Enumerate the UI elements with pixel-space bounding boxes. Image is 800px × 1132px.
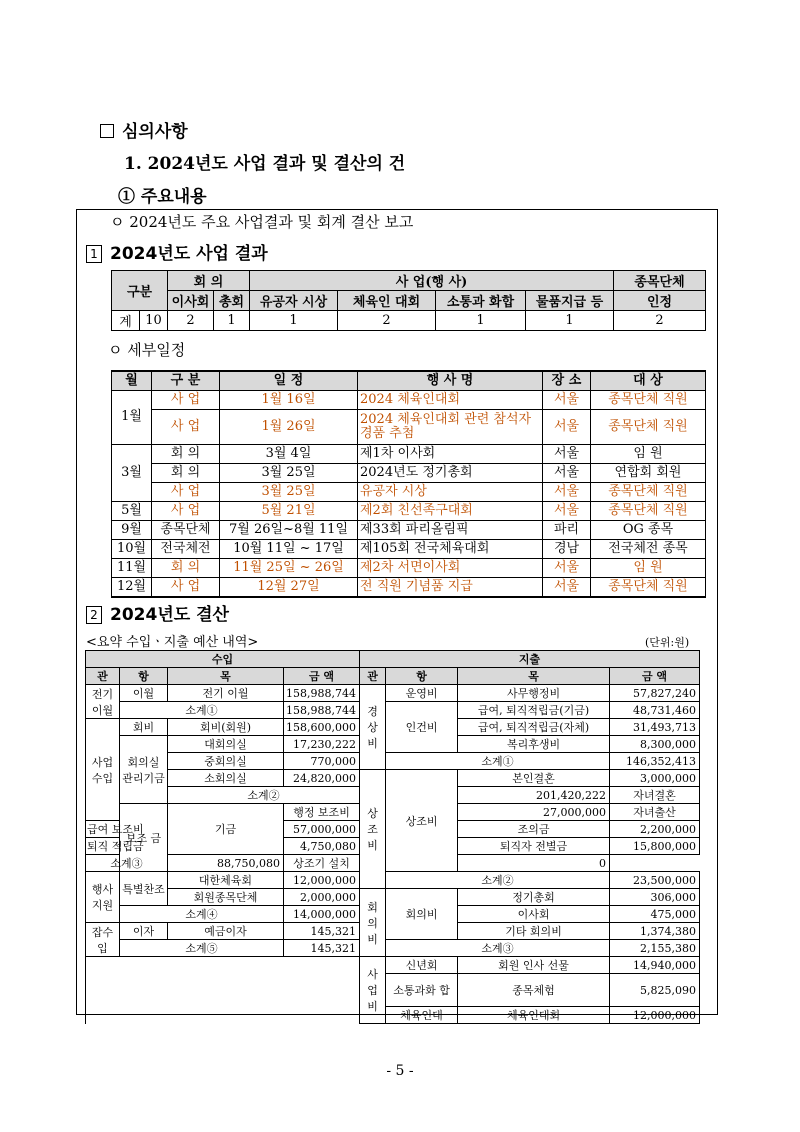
month-cell: 9월: [112, 521, 152, 540]
month-cell: 10월: [112, 540, 152, 559]
cell: 자녀출산: [610, 804, 700, 821]
target-cell: 종목단체 직원: [591, 410, 706, 445]
col-kwan: 관: [360, 668, 386, 685]
cell: 소회의실: [168, 770, 284, 787]
kind-cell: 사 업: [152, 410, 220, 445]
heading-text: 심의사항: [122, 122, 188, 142]
sub-header: 유공자 시상: [250, 291, 338, 311]
cell: 인건비: [386, 702, 458, 753]
subtotal-cell: 소계③: [386, 940, 610, 957]
subtotal-cell: 소계⑤: [120, 940, 284, 957]
cell: 보조 금: [120, 804, 168, 872]
cell: 퇴직자 전별금: [458, 838, 610, 855]
event-cell: 2024 체육인대회 관련 참석자 경품 추첨: [358, 410, 543, 445]
cell: 이월: [120, 685, 168, 702]
amount-cell: 14,000,000: [284, 906, 360, 923]
cell: 정기총회: [458, 889, 610, 906]
date-cell: 7월 26일~8월 11일: [220, 521, 358, 540]
month-cell: 12월: [112, 578, 152, 598]
kind-cell: 사 업: [152, 578, 220, 598]
cell: 기금: [168, 804, 284, 855]
col-mok: 목: [458, 668, 610, 685]
amount-cell: 17,230,222: [284, 736, 360, 753]
cell: 상조비: [386, 770, 458, 872]
place-cell: 서울: [543, 445, 591, 464]
date-cell: 11월 25일 ~ 26일: [220, 559, 358, 578]
date-cell: 5월 21일: [220, 502, 358, 521]
cell: 기타 회의비: [458, 923, 610, 940]
amount-cell: 2,155,380: [610, 940, 700, 957]
kind-cell: 종목단체: [152, 521, 220, 540]
place-cell: 서울: [543, 464, 591, 483]
cell: 10: [140, 311, 168, 331]
kind-cell: 전국체전: [152, 540, 220, 559]
amount-cell: 158,600,000: [284, 719, 360, 736]
amount-cell: 23,500,000: [610, 872, 700, 889]
cell: 전기 이월: [168, 685, 284, 702]
subtotal-cell: 소계②: [386, 872, 610, 889]
cell: 종목체험: [458, 974, 610, 1007]
checkbox-square-icon: [100, 124, 114, 138]
cell: 잡수 입: [86, 923, 120, 957]
cell: 예금이자: [168, 923, 284, 940]
event-cell: 유공자 시상: [358, 483, 543, 502]
section1-title: 2024년도 사업 결과: [110, 244, 268, 264]
amount-cell: 31,493,713: [610, 719, 700, 736]
amount-cell: 5,825,090: [610, 974, 700, 1007]
cell: 사무행정비: [458, 685, 610, 702]
date-cell: 1월 26일: [220, 410, 358, 445]
event-cell: 제33회 파리올림픽: [358, 521, 543, 540]
target-cell: 종목단체 직원: [591, 483, 706, 502]
amount-cell: 15,800,000: [610, 838, 700, 855]
event-cell: 제105회 전국체육대회: [358, 540, 543, 559]
cell: 상조기 설치: [284, 855, 360, 872]
cell: 계: [112, 311, 140, 331]
amount-cell: 158,988,744: [284, 702, 360, 719]
kind-cell: 회 의: [152, 559, 220, 578]
h-event: 행 사 명: [358, 371, 543, 391]
target-cell: 연합회 회원: [591, 464, 706, 483]
cell: 회의실 관리기금: [120, 736, 168, 804]
section-heading: [100, 117, 188, 142]
cell: 사 업 비: [360, 957, 386, 1024]
h-meeting: 회 의: [168, 271, 250, 291]
empty-cell: [86, 957, 360, 1024]
h-category: 구분: [112, 271, 168, 311]
amount-cell: 3,000,000: [610, 770, 700, 787]
budget-title: <요약 수입ㆍ지출 예산 내역>: [86, 635, 259, 650]
target-cell: 임 원: [591, 559, 706, 578]
amount-cell: 8,300,000: [610, 736, 700, 753]
place-cell: 서울: [543, 578, 591, 598]
amount-cell: 1,374,380: [610, 923, 700, 940]
h-business: 사 업(행 사): [250, 271, 614, 291]
target-cell: OG 종목: [591, 521, 706, 540]
kind-cell: 사 업: [152, 502, 220, 521]
kind-cell: 사 업: [152, 391, 220, 410]
date-cell: 10월 11일 ~ 17일: [220, 540, 358, 559]
cell: 회의비: [386, 889, 458, 940]
amount-cell: 201,420,222: [458, 787, 610, 804]
date-cell: 3월 4일: [220, 445, 358, 464]
section2-title: 2024년도 결산: [110, 605, 229, 625]
cell: 급여, 퇴직적립금(자체): [458, 719, 610, 736]
sub-header: 인정: [614, 291, 706, 311]
sub-header: 이사회: [168, 291, 214, 311]
cell: 중회의실: [168, 753, 284, 770]
cell: 본인결혼: [458, 770, 610, 787]
month-cell: 1월: [112, 391, 152, 445]
target-cell: 임 원: [591, 445, 706, 464]
sub-header: 소통과 화합: [436, 291, 526, 311]
date-cell: 1월 16일: [220, 391, 358, 410]
cell: 1: [436, 311, 526, 331]
sub-header: 총회: [214, 291, 250, 311]
cell: 2: [338, 311, 436, 331]
amount-cell: 770,000: [284, 753, 360, 770]
sub-header: 체육인 대회: [338, 291, 436, 311]
amount-cell: 12,000,000: [284, 872, 360, 889]
h-month: 월: [112, 371, 152, 391]
month-cell: 5월: [112, 502, 152, 521]
amount-cell: 24,820,000: [284, 770, 360, 787]
place-cell: 서울: [543, 410, 591, 445]
amount-cell: 158,988,744: [284, 685, 360, 702]
amount-cell: 145,321: [284, 940, 360, 957]
amount-cell: 146,352,413: [610, 753, 700, 770]
cell: 체육인대: [386, 1007, 458, 1024]
cell: 자녀결혼: [610, 787, 700, 804]
cell: 특별찬조: [120, 872, 168, 906]
amount-cell: 4,750,080: [284, 838, 360, 855]
cell: 체육인대회: [458, 1007, 610, 1024]
cell: 전기 이월: [86, 685, 120, 719]
amount-cell: 2,000,000: [284, 889, 360, 906]
summary-line: ㅇ 2024년도 주요 사업결과 및 회계 결산 보고: [110, 213, 414, 231]
subtotal-cell: 소계④: [120, 906, 284, 923]
col-amount: 금 액: [610, 668, 700, 685]
page-number: - 5 -: [386, 1063, 414, 1079]
place-cell: 경남: [543, 540, 591, 559]
cell: 2: [614, 311, 706, 331]
amount-cell: 12,000,000: [610, 1007, 700, 1024]
cell: 1: [526, 311, 614, 331]
cell: 회비(회원): [168, 719, 284, 736]
cell: 급여 보조비: [86, 821, 120, 838]
subtotal-cell: 소계③: [86, 855, 168, 872]
cell: 회원종목단체: [168, 889, 284, 906]
event-cell: 제2회 친선족구대회: [358, 502, 543, 521]
cell: 사업 수입: [86, 719, 120, 821]
cell: 회원 인사 선물: [458, 957, 610, 974]
amount-cell: 48,731,460: [610, 702, 700, 719]
section1-number: 1: [86, 245, 102, 263]
cell: 조의금: [458, 821, 610, 838]
h-kind: 구 분: [152, 371, 220, 391]
cell: 소통과화 합: [386, 974, 458, 1007]
place-cell: 서울: [543, 502, 591, 521]
amount-cell: 57,827,240: [610, 685, 700, 702]
month-cell: 11월: [112, 559, 152, 578]
agenda-item-title: 1. 2024년도 사업 결과 및 결산의 건: [124, 154, 406, 174]
event-cell: 2024년도 정기총회: [358, 464, 543, 483]
cell: 급여, 퇴직적립금(기금): [458, 702, 610, 719]
amount-cell: 88,750,080: [168, 855, 284, 872]
section1-heading: [86, 239, 268, 264]
cell: 대회의실: [168, 736, 284, 753]
date-cell: 3월 25일: [220, 483, 358, 502]
cell: 복리후생비: [458, 736, 610, 753]
place-cell: 서울: [543, 483, 591, 502]
event-cell: 제2차 서면이사회: [358, 559, 543, 578]
subtotal-cell: 소계①: [386, 753, 610, 770]
cell: 회 의 비: [360, 889, 386, 957]
h-date: 일 정: [220, 371, 358, 391]
cell: 이자: [120, 923, 168, 940]
target-cell: 종목단체 직원: [591, 502, 706, 521]
main-content-title: ① 주요내용: [118, 187, 207, 207]
col-hang: 항: [120, 668, 168, 685]
col-kwan: 관: [86, 668, 120, 685]
cell: 퇴직 적립금: [86, 838, 120, 855]
cell: 1: [250, 311, 338, 331]
section2-heading: [86, 600, 229, 625]
date-cell: 12월 27일: [220, 578, 358, 598]
col-hang: 항: [386, 668, 458, 685]
col-amount: 금 액: [284, 668, 360, 685]
col-mok: 목: [168, 668, 284, 685]
h-target: 대 상: [591, 371, 706, 391]
target-cell: 종목단체 직원: [591, 391, 706, 410]
income-header: 수입: [86, 651, 360, 668]
place-cell: 서울: [543, 391, 591, 410]
amount-cell: 306,000: [610, 889, 700, 906]
target-cell: 종목단체 직원: [591, 578, 706, 598]
target-cell: 전국체전 종목: [591, 540, 706, 559]
amount-cell: 27,000,000: [458, 804, 610, 821]
results-table: [111, 270, 706, 331]
cell: 2: [168, 311, 214, 331]
amount-cell: 0: [458, 855, 610, 872]
cell: 경 상 비: [360, 685, 386, 770]
cell: 회비: [120, 719, 168, 736]
event-cell: 2024 체육인대회: [358, 391, 543, 410]
month-cell: 3월: [112, 445, 152, 502]
amount-cell: 57,000,000: [284, 821, 360, 838]
place-cell: 서울: [543, 559, 591, 578]
kind-cell: 회 의: [152, 445, 220, 464]
cell: 행사 지원: [86, 872, 120, 923]
date-cell: 3월 25일: [220, 464, 358, 483]
cell: 운영비: [386, 685, 458, 702]
schedule-table: [111, 370, 706, 598]
place-cell: 파리: [543, 521, 591, 540]
kind-cell: 회 의: [152, 464, 220, 483]
cell: 상 조 비: [360, 770, 386, 889]
cell: 대한체육회: [168, 872, 284, 889]
cell: 1: [214, 311, 250, 331]
sub-header: 물품지급 등: [526, 291, 614, 311]
event-cell: 제1차 이사회: [358, 445, 543, 464]
budget-table: [85, 650, 700, 1024]
section2-number: 2: [86, 606, 102, 624]
unit-label: (단위:원): [645, 636, 690, 649]
subtotal-cell: 소계①: [120, 702, 284, 719]
cell: 이사회: [458, 906, 610, 923]
h-cert: 종목단체: [614, 271, 706, 291]
amount-cell: 14,940,000: [610, 957, 700, 974]
subtotal-cell: 소계②: [168, 787, 360, 804]
kind-cell: 사 업: [152, 483, 220, 502]
event-cell: 전 직원 기념품 지급: [358, 578, 543, 598]
amount-cell: 475,000: [610, 906, 700, 923]
amount-cell: 145,321: [284, 923, 360, 940]
detail-title: ㅇ 세부일정: [108, 341, 186, 359]
amount-cell: 2,200,000: [610, 821, 700, 838]
h-place: 장 소: [543, 371, 591, 391]
expense-header: 지출: [360, 651, 700, 668]
cell: 행정 보조비: [284, 804, 360, 821]
cell: 신년회: [386, 957, 458, 974]
